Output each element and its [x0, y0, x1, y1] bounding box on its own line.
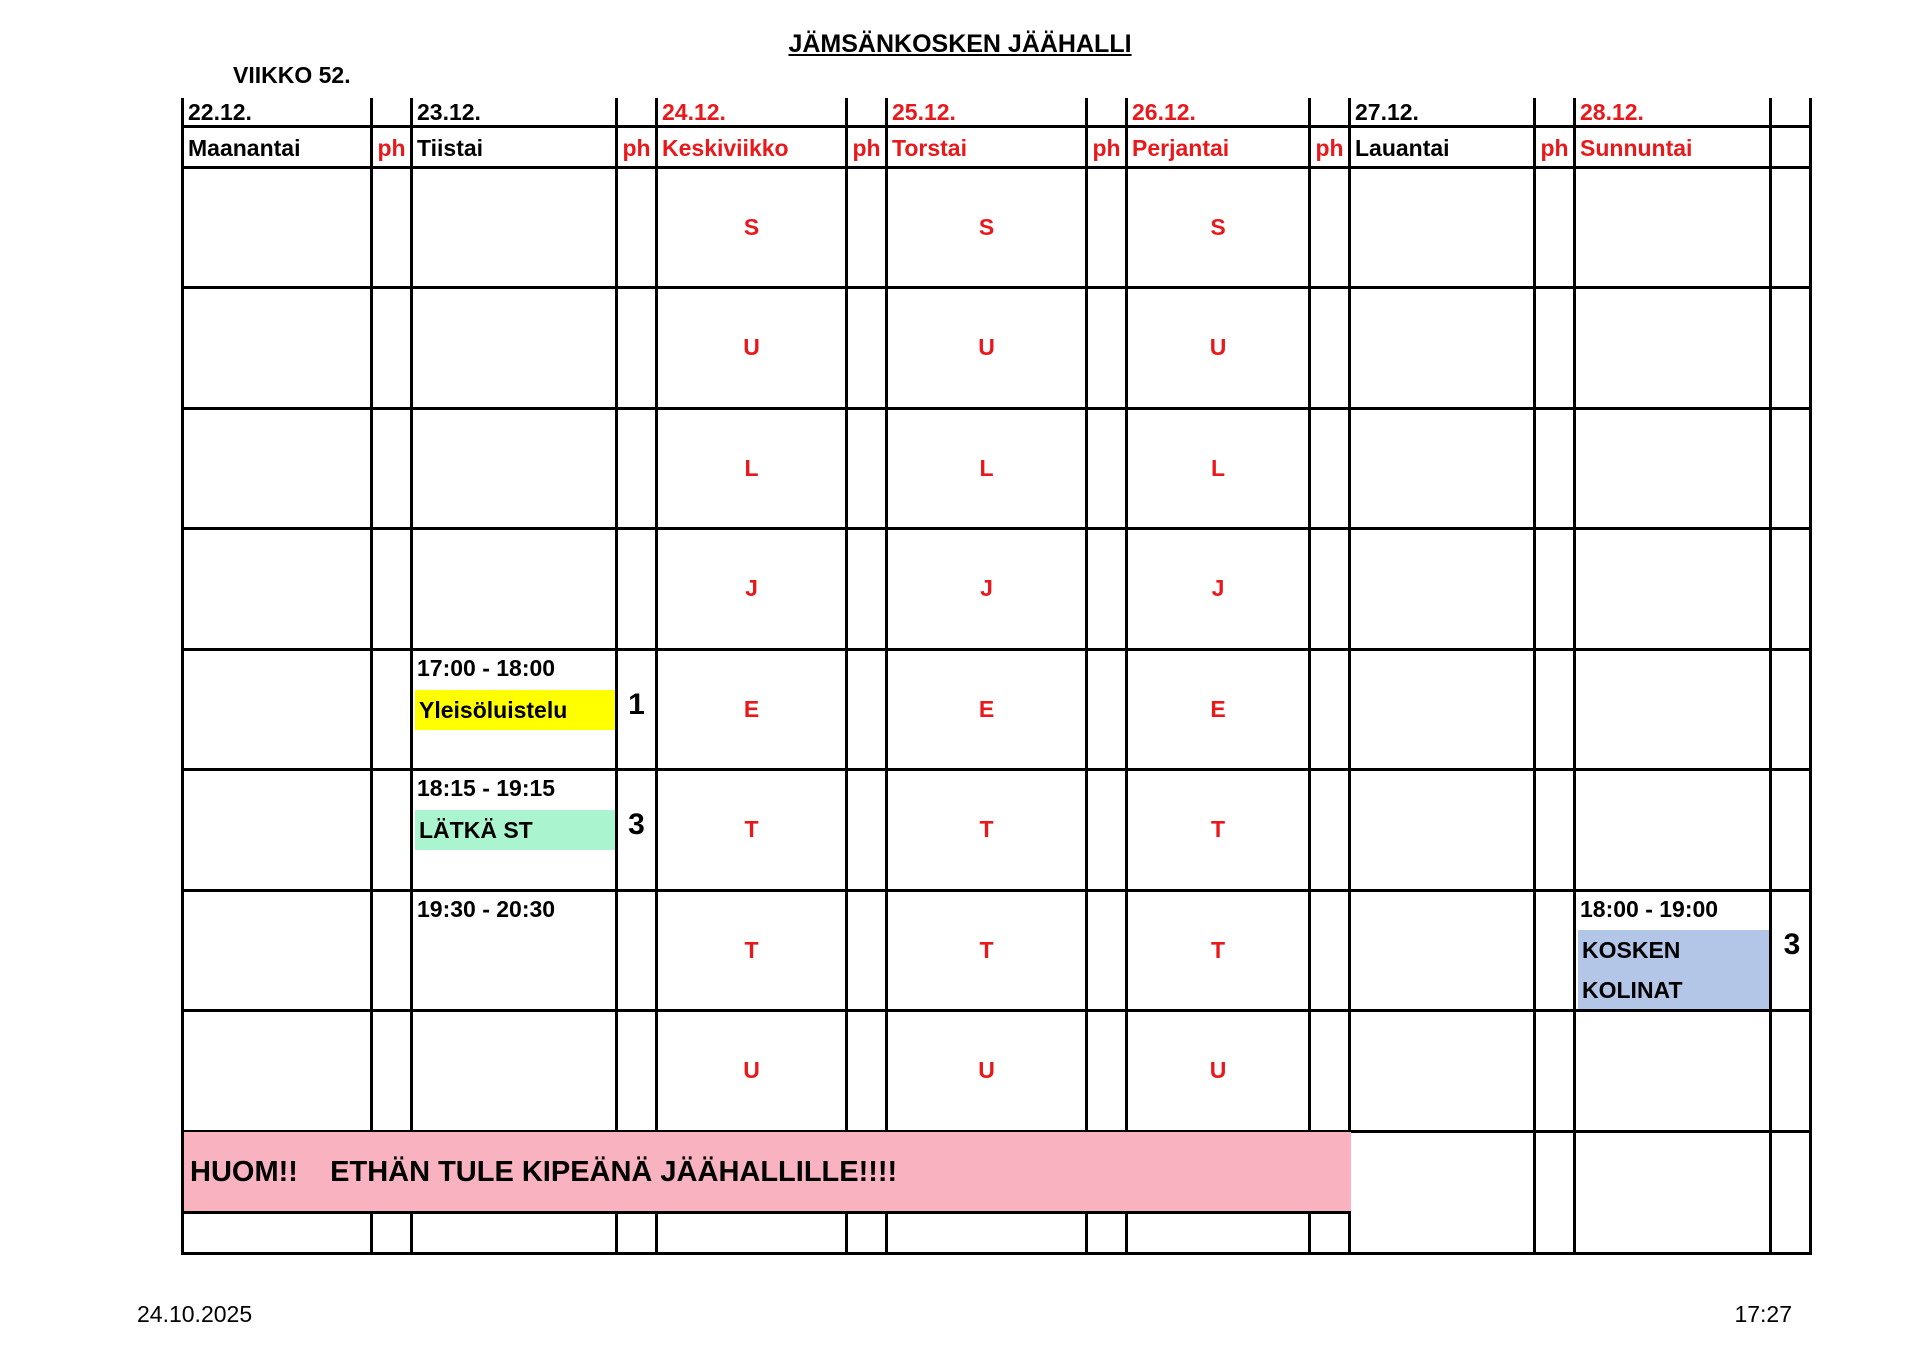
closed-letter: U [978, 1057, 995, 1083]
grid-line [845, 98, 848, 1252]
closed-letter: U [1209, 334, 1227, 360]
day-header: Keskiviikko [662, 135, 789, 161]
ph-header: ph [622, 135, 651, 161]
closed-letter: T [744, 816, 759, 842]
event-count: 1 [628, 688, 645, 721]
ph-header: ph [1315, 135, 1344, 161]
day-header: Torstai [892, 135, 967, 161]
grid-line [1308, 98, 1311, 1252]
closed-letter: E [1210, 696, 1226, 722]
date-header: 22.12. [188, 99, 252, 125]
notice-banner: HUOM!! ETHÄN TULE KIPEÄNÄ JÄÄHALLILLE!!!! [184, 1132, 1351, 1212]
event-name-line: KOLINAT [1582, 977, 1683, 1003]
day-header: Lauantai [1355, 135, 1450, 161]
grid-line [184, 1211, 1351, 1214]
closed-letter: J [980, 575, 993, 601]
event-latka-st: LÄTKÄ ST [415, 810, 615, 850]
closed-letter: S [1210, 214, 1226, 240]
closed-letter: U [1209, 1057, 1227, 1083]
closed-letter: L [744, 455, 759, 481]
event-kosken-kolinat [1578, 930, 1769, 1009]
closed-letter: T [979, 816, 994, 842]
ph-header: ph [377, 135, 406, 161]
grid-line [1573, 98, 1576, 1252]
event-time: 18:15 - 19:15 [417, 775, 556, 801]
closed-letter: U [743, 1057, 760, 1083]
day-header: Maanantai [188, 135, 301, 161]
grid-line [1533, 98, 1536, 1252]
grid-line [1348, 98, 1351, 1252]
date-header: 26.12. [1132, 99, 1196, 125]
closed-letter: T [979, 937, 994, 963]
closed-letter: U [743, 334, 760, 360]
closed-letter: E [743, 696, 760, 722]
event-count: 3 [1783, 928, 1801, 961]
closed-letter: E [978, 696, 995, 722]
closed-letter: T [1210, 937, 1226, 963]
page-title: JÄMSÄNKOSKEN JÄÄHALLI [788, 30, 1132, 58]
event-public-skating: Yleisöluistelu [415, 690, 615, 730]
grid-line [370, 98, 373, 1252]
closed-letter: S [743, 214, 760, 240]
event-time: 19:30 - 20:30 [417, 896, 556, 922]
date-header: 28.12. [1580, 99, 1644, 125]
date-header: 23.12. [417, 99, 481, 125]
ph-header: ph [852, 135, 881, 161]
week-label: VIIKKO 52. [233, 62, 351, 88]
date-header: 27.12. [1355, 99, 1419, 125]
closed-letter: L [1210, 455, 1226, 481]
closed-letter: S [978, 214, 995, 240]
date-header: 25.12. [892, 99, 956, 125]
closed-letter: T [1210, 816, 1226, 842]
grid-line [1769, 98, 1772, 1252]
ph-header: ph [1540, 135, 1569, 161]
event-name-line: KOSKEN [1582, 937, 1681, 963]
grid-line [615, 98, 618, 1252]
schedule-table [181, 98, 1812, 1255]
closed-letter: T [744, 937, 759, 963]
day-header: Sunnuntai [1580, 135, 1693, 161]
day-header: Tiistai [417, 135, 484, 161]
closed-letter: L [979, 455, 994, 481]
footer-time: 17:27 [1734, 1301, 1792, 1327]
day-header: Perjantai [1132, 135, 1230, 161]
closed-letter: J [745, 575, 758, 601]
footer-date: 24.10.2025 [137, 1301, 253, 1327]
closed-letter: U [978, 334, 995, 360]
closed-letter: J [1211, 575, 1225, 601]
grid-line [1085, 98, 1088, 1252]
date-header: 24.12. [662, 99, 726, 125]
event-count: 3 [628, 808, 645, 841]
ph-header: ph [1092, 135, 1121, 161]
event-time: 18:00 - 19:00 [1580, 896, 1719, 922]
event-time: 17:00 - 18:00 [417, 655, 556, 681]
